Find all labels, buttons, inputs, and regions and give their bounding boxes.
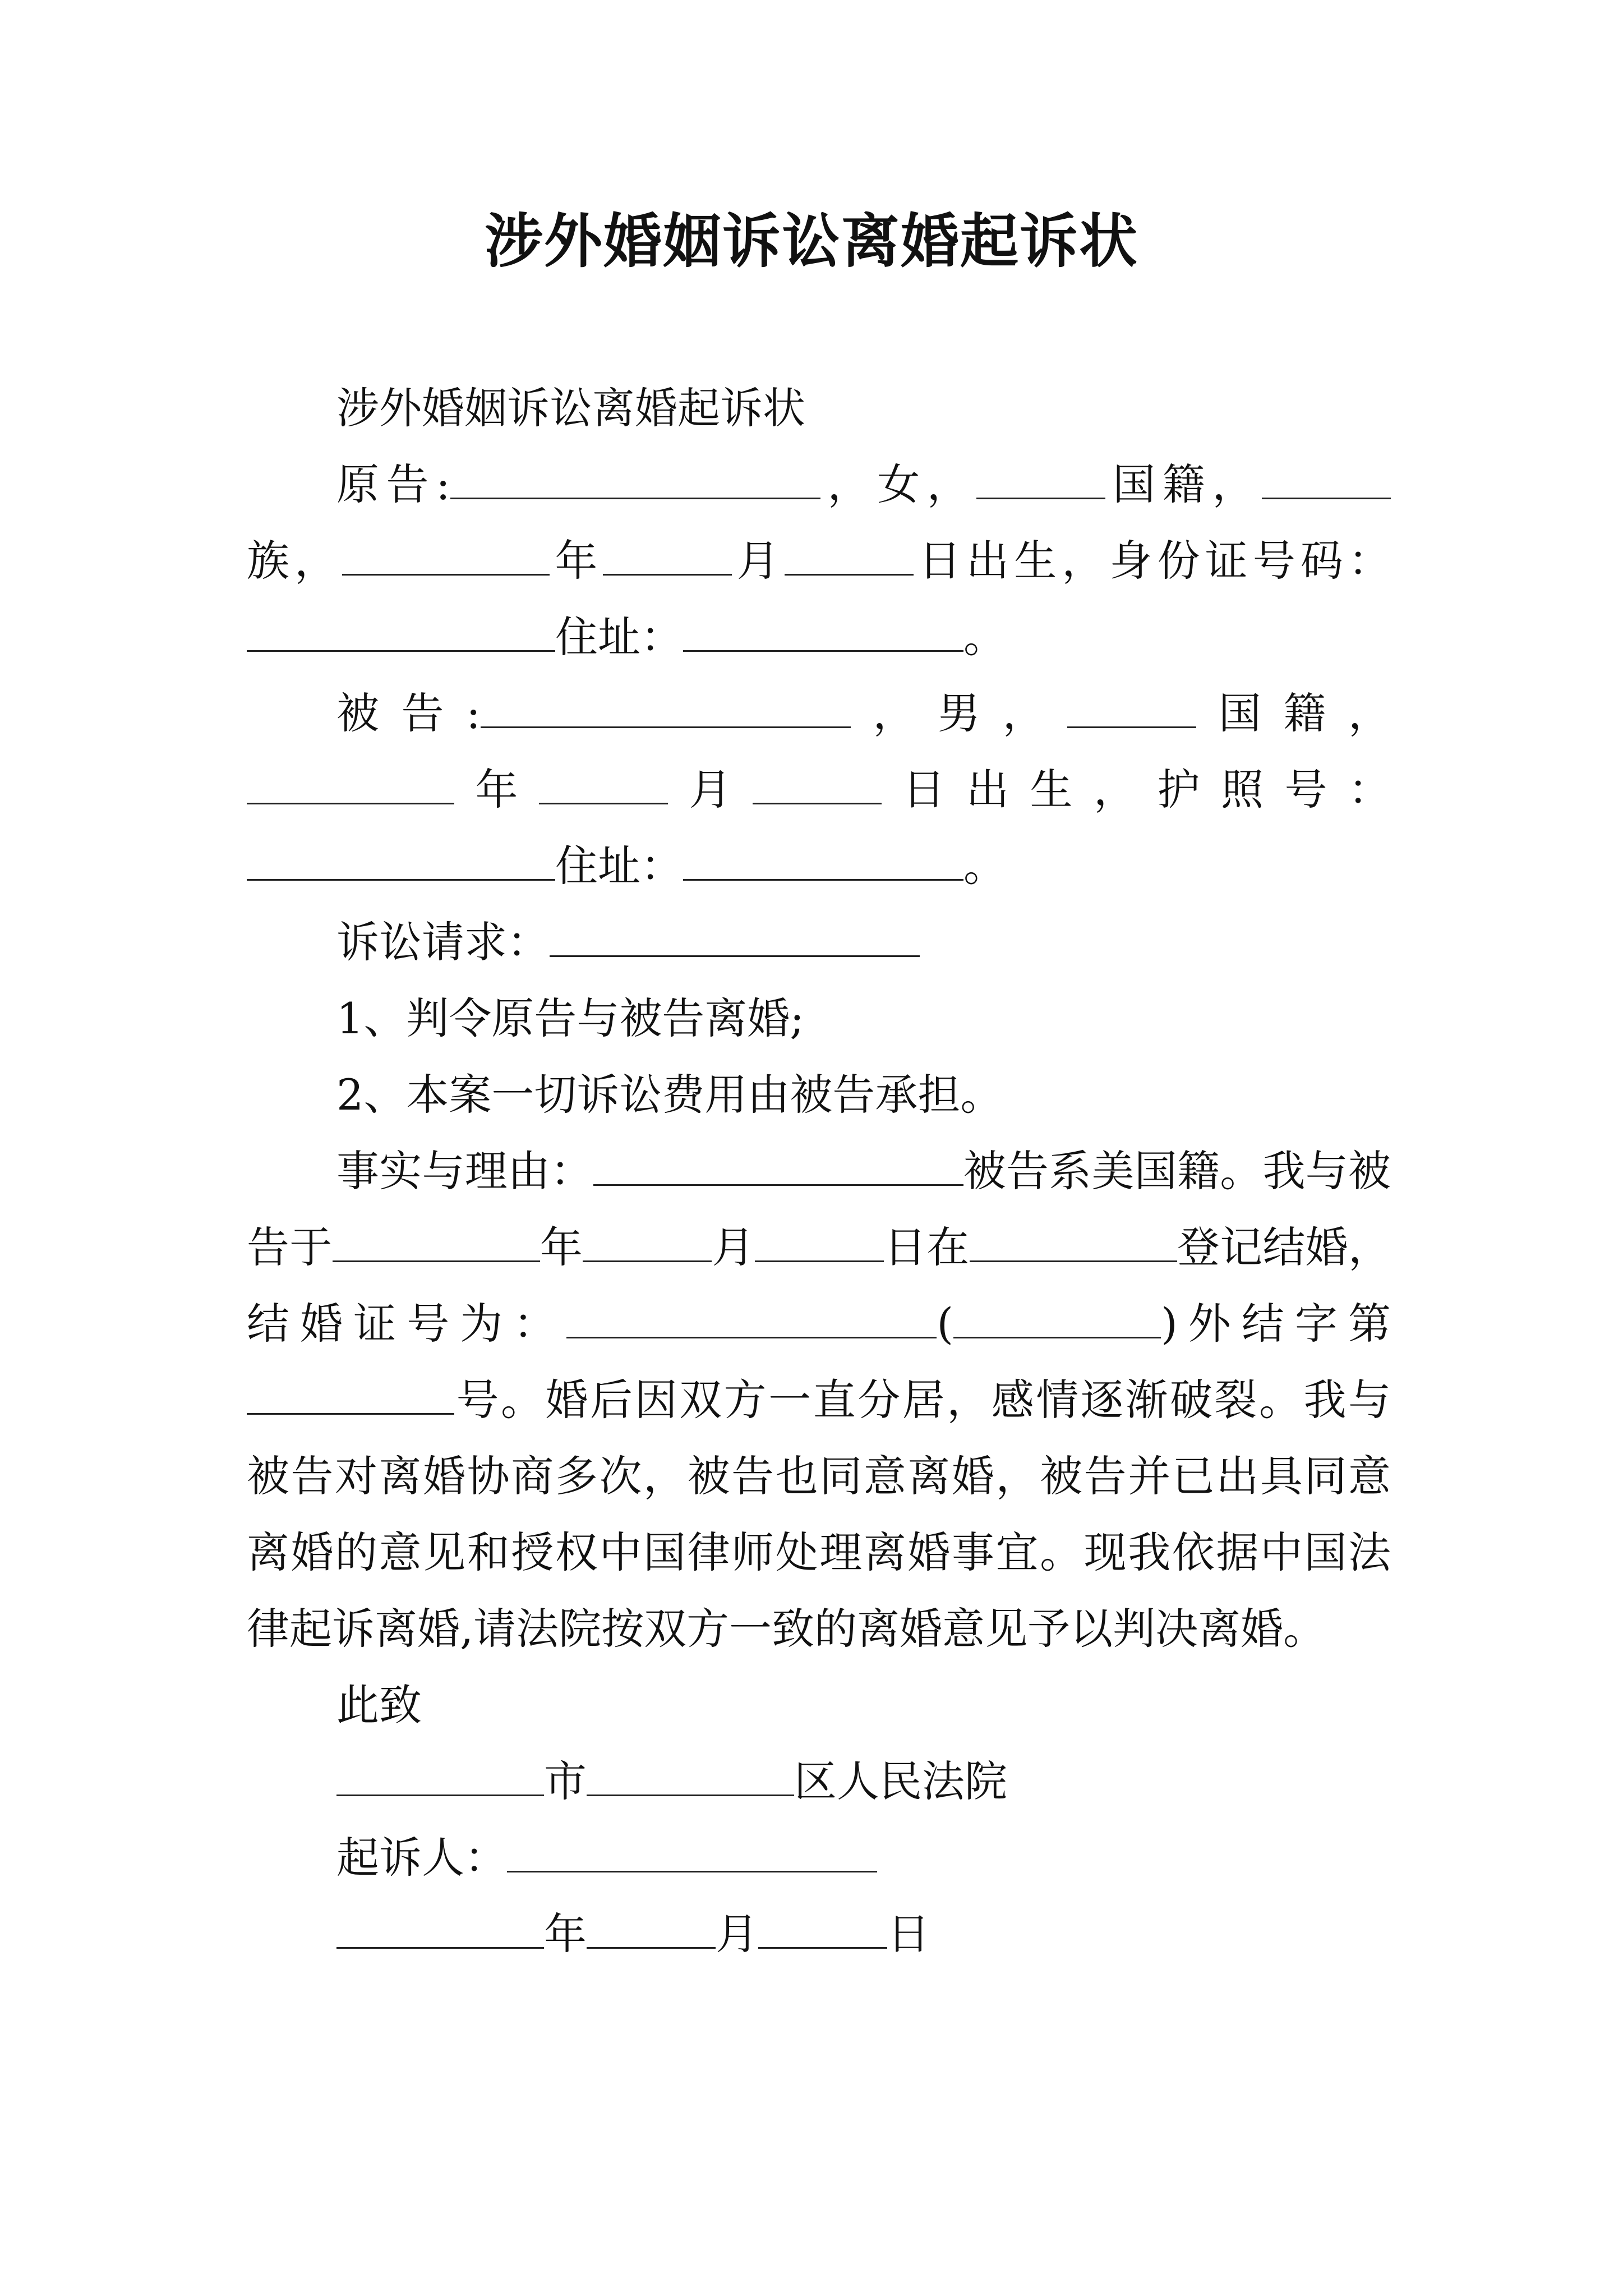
- plaintiff-ethnic: 族，: [247, 536, 343, 586]
- paren-open: (: [937, 1299, 954, 1349]
- plaintiff-id-blank: [247, 616, 555, 652]
- plaintiff-sex: ，女，: [820, 459, 977, 509]
- plaintiff-ethnic-blank: [1262, 464, 1391, 499]
- defendant-month-blank: [539, 769, 668, 804]
- plaintiff-nationality-blank: [976, 464, 1105, 499]
- plaintiff-address: 住址：: [555, 612, 683, 662]
- paren-close: )外结字第: [1161, 1299, 1391, 1349]
- facts-month-blank: [583, 1227, 712, 1262]
- defendant-label: 被告:: [336, 688, 481, 738]
- plaintiff-nationality: 国籍，: [1105, 459, 1262, 509]
- plaintiff-paragraph: [247, 447, 1391, 675]
- defendant-birth: 日出生，护照号：: [882, 765, 1391, 815]
- signer-label: 起诉人：: [336, 1833, 507, 1883]
- marriage-cert-number-blank: [247, 1379, 454, 1415]
- plaintiff-day-blank: [785, 540, 914, 576]
- plaintiff-month-blank: [603, 540, 732, 576]
- claims-heading: [247, 904, 1391, 981]
- date-month-blank: [587, 1913, 716, 1949]
- plaintiff-label: 原告:: [336, 459, 450, 509]
- subtitle: 涉外婚姻诉讼离婚起诉状: [336, 383, 805, 433]
- facts-rest: 号。婚后因双方一直分居，感情逐渐破裂。我与被告对离婚协商多次，被告也同意离婚，被告并已出具同意离婚的意见和授权中国律师处理离婚事宜。现我依据中国法律起诉离婚,请法院按双方一致的离婚意见予以判决离婚。: [247, 1375, 1391, 1654]
- defendant-sex: ，男，: [850, 688, 1068, 738]
- defendant-address-blank: [683, 845, 963, 881]
- defendant-name-blank: [481, 693, 851, 728]
- facts-paragraph: [247, 1133, 1391, 1667]
- claims-blank: [550, 922, 920, 957]
- plaintiff-name-blank: [450, 464, 820, 499]
- defendant-paragraph: [247, 675, 1391, 904]
- date-line: [247, 1896, 1391, 1972]
- defendant-nationality: 国籍，: [1196, 688, 1391, 738]
- facts-year-blank: [333, 1227, 540, 1262]
- signer-blank: [507, 1837, 877, 1872]
- date-day: 日: [887, 1909, 930, 1959]
- defendant-month: 月: [668, 765, 753, 815]
- claims-label: 诉讼请求：: [336, 917, 550, 967]
- court-district: 区人民法院: [794, 1756, 1007, 1806]
- facts-blank: [593, 1151, 963, 1186]
- plaintiff-year-blank: [342, 540, 550, 576]
- defendant-end: 。: [963, 841, 1006, 891]
- facts-month: 月: [712, 1222, 755, 1272]
- defendant-year-blank: [247, 769, 454, 804]
- facts-day-blank: [755, 1227, 884, 1262]
- date-day-blank: [758, 1913, 887, 1949]
- court-city-blank: [336, 1761, 544, 1796]
- court-line: [247, 1743, 1391, 1820]
- date-year-blank: [336, 1913, 544, 1949]
- claim-2: 2、本案一切诉讼费用由被告承担。: [336, 1070, 1003, 1120]
- facts-year: 年: [540, 1222, 583, 1272]
- defendant-address: 住址：: [555, 841, 683, 891]
- marriage-cert-year-blank: [953, 1303, 1161, 1338]
- date-year: 年: [544, 1909, 587, 1959]
- facts-label: 事实与理由：: [336, 1146, 593, 1196]
- defendant-nationality-blank: [1067, 693, 1196, 728]
- facts-p1: 被告系美国籍。我与被告于: [247, 1146, 1391, 1272]
- plaintiff-end: 。: [963, 612, 1006, 662]
- document-title: 涉外婚姻诉讼离婚起诉状: [484, 207, 1138, 275]
- facts-registered: 登记结婚，结婚证号为：: [247, 1222, 1391, 1349]
- plaintiff-month: 月: [731, 536, 785, 586]
- plaintiff-birth: 日出生，身份证号码：: [913, 536, 1391, 586]
- defendant-passport-blank: [247, 845, 555, 881]
- document-body: [247, 370, 1391, 1972]
- court-city: 市: [544, 1756, 587, 1806]
- date-month: 月: [716, 1909, 758, 1959]
- defendant-year: 年: [454, 765, 539, 815]
- court-district-blank: [587, 1761, 794, 1796]
- marriage-cert-blank: [566, 1303, 937, 1338]
- claim-1: 1、判令原告与被告离婚;: [336, 993, 804, 1043]
- facts-place-blank: [970, 1227, 1177, 1262]
- signer-line: [247, 1820, 1391, 1896]
- plaintiff-year: 年: [550, 536, 603, 586]
- defendant-day-blank: [753, 769, 882, 804]
- closing: 此致: [336, 1680, 422, 1730]
- plaintiff-address-blank: [683, 616, 963, 652]
- facts-day-at: 日在: [883, 1222, 970, 1272]
